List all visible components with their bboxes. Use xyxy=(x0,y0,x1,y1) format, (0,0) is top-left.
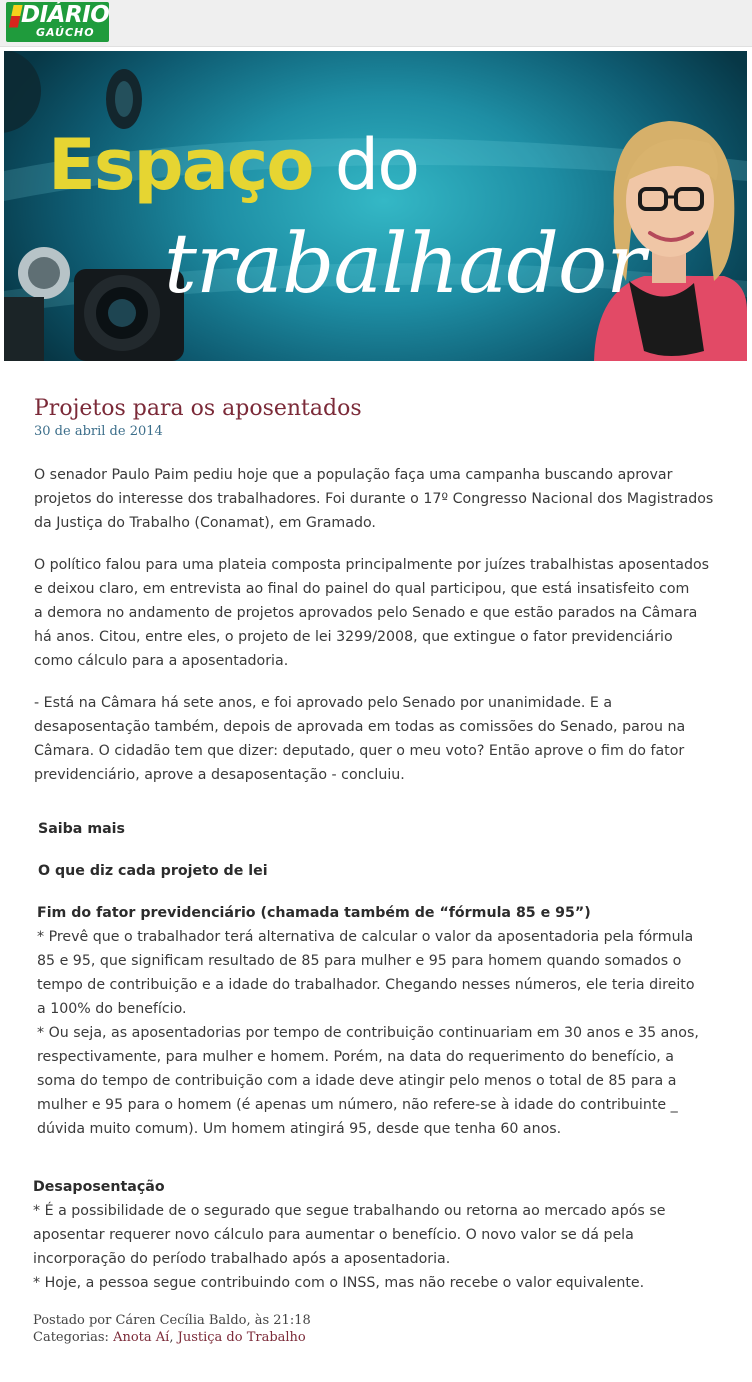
banner-word-do: do xyxy=(334,124,419,206)
banner-title-line2: trabalhador xyxy=(164,217,645,312)
text-line: tempo de contribuição e a idade do trabalhador. Chegando nesses números, ele teria direito xyxy=(37,977,695,993)
category-link-anota-ai[interactable]: Anota Aí xyxy=(113,1330,170,1345)
text-line: a 100% do benefício. xyxy=(37,1001,187,1017)
text-line: soma do tempo de contribuição com a idade deve atingir pelo menos o total de 85 para a xyxy=(37,1073,677,1089)
text-line: desaposentação também, depois de aprovada em todas as comissões do Senado, parou na xyxy=(34,719,686,735)
camera-icon xyxy=(4,51,184,361)
text-line: previdenciário, aprove a desaposentação - concluiu. xyxy=(34,767,405,783)
text-line: Câmara. O cidadão tem que dizer: deputado, quer o meu voto? Então aprove o fim do fator xyxy=(34,743,685,759)
text-line: como cálculo para a aposentadoria. xyxy=(34,653,289,669)
text-line: * Prevê que o trabalhador terá alternativa de calcular o valor da aposentadoria pela fórmula xyxy=(37,929,694,945)
text-line: 85 e 95, que significam resultado de 85 para mulher e 95 para homem quando somados o xyxy=(37,953,682,969)
post-title[interactable]: Projetos para os aposentados xyxy=(34,396,362,421)
banner-artwork xyxy=(4,51,747,361)
category-separator: , xyxy=(169,1330,174,1345)
text-line: * Ou seja, as aposentadorias por tempo de contribuição continuariam em 30 anos e 35 anos, xyxy=(37,1025,699,1041)
text-line: projetos do interesse dos trabalhadores. Foi durante o 17º Congresso Nacional dos Magistrados xyxy=(34,491,714,507)
text-line: dúvida muito comum). Um homem atingirá 95, desde que tenha 60 anos. xyxy=(37,1121,562,1137)
fator-previdenciario-block xyxy=(37,901,727,1141)
text-line: e deixou claro, em entrevista ao final do painel do qual participou, que está insatisfeito com xyxy=(34,581,690,597)
paragraph-3 xyxy=(34,691,724,787)
category-link-justica-do-trabalho[interactable]: Justiça do Trabalho xyxy=(177,1330,306,1345)
saiba-mais-heading: Saiba mais xyxy=(38,821,125,837)
banner-title-line1 xyxy=(48,125,418,205)
header-banner xyxy=(4,51,747,361)
categories-label: Categorias: xyxy=(33,1330,109,1345)
top-bar xyxy=(0,0,752,47)
text-line: O senador Paulo Paim pediu hoje que a população faça uma campanha buscando aprovar xyxy=(34,467,673,483)
text-line: O político falou para uma plateia composta principalmente por juízes trabalhistas aposentados xyxy=(34,557,710,573)
logo-sub-text: GAÚCHO xyxy=(36,26,95,39)
text-line: incorporação do período trabalhado após a aposentadoria. xyxy=(33,1251,451,1267)
paragraph-2 xyxy=(34,553,724,673)
paragraph-1 xyxy=(34,463,724,535)
text-line: mulher e 95 para o homem (é apenas um número, não refere-se à idade do contribuinte _ xyxy=(37,1097,678,1113)
fator-previdenciario-heading: Fim do fator previdenciário (chamada também de “fórmula 85 e 95”) xyxy=(37,905,591,921)
text-line: - Está na Câmara há sete anos, e foi aprovado pelo Senado por unanimidade. E a xyxy=(34,695,613,711)
posted-by: Postado por Cáren Cecília Baldo, às 21:18 xyxy=(33,1313,311,1328)
o-que-diz-heading: O que diz cada projeto de lei xyxy=(38,863,268,879)
text-line: aposentar requerer novo cálculo para aumentar o benefício. O novo valor se dá pela xyxy=(33,1227,634,1243)
text-line: da Justiça do Trabalho (Conamat), em Gramado. xyxy=(34,515,376,531)
text-line: * Hoje, a pessoa segue contribuindo com o INSS, mas não recebe o valor equivalente. xyxy=(33,1275,645,1291)
banner-word-espaco: Espaço xyxy=(48,124,313,206)
text-line: * É a possibilidade de o segurado que segue trabalhando ou retorna ao mercado após se xyxy=(33,1203,666,1219)
categories-line xyxy=(33,1330,306,1346)
desaposentacao-heading: Desaposentação xyxy=(33,1179,165,1195)
logo-main-text: DIÁRIO xyxy=(21,2,109,28)
desaposentacao-block xyxy=(33,1175,723,1295)
post-date: 30 de abril de 2014 xyxy=(34,424,163,439)
diario-gaucho-logo[interactable] xyxy=(6,2,109,42)
text-line: há anos. Citou, entre eles, o projeto de lei 3299/2008, que extingue o fator previdenciário xyxy=(34,629,673,645)
text-line: respectivamente, para mulher e homem. Porém, na data do requerimento do benefício, a xyxy=(37,1049,674,1065)
text-line: a demora no andamento de projetos aprovados pelo Senado e que estão parados na Câmara xyxy=(34,605,698,621)
